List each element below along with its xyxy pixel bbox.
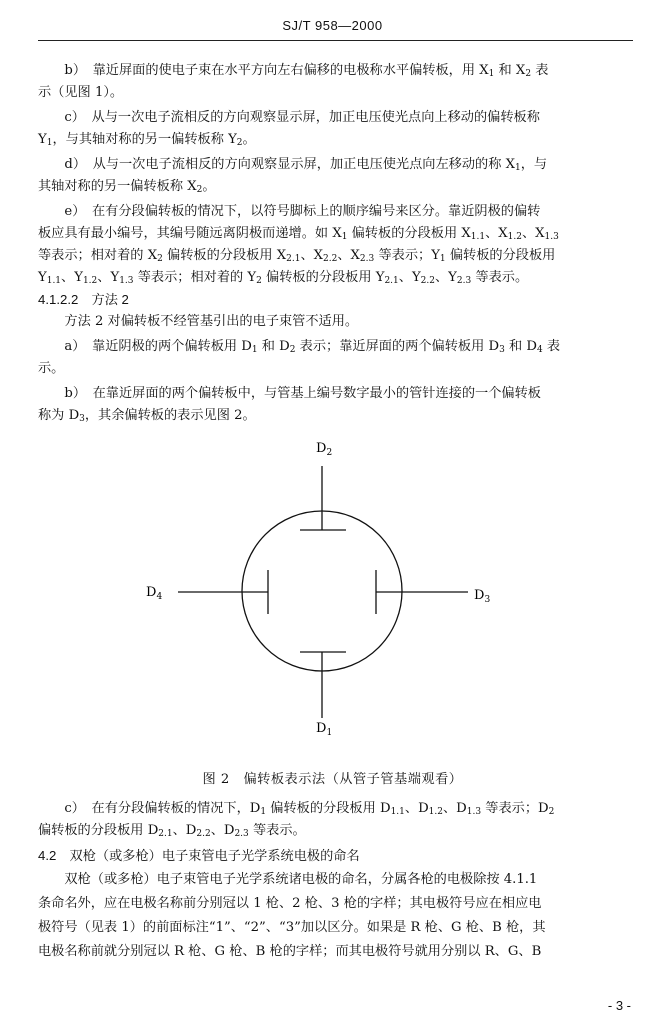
para-b-line1: b） 靠近屏面的使电子束在水平方向左右偏移的电极称水平偏转板，用 $X_1$ 和 $X_2$ 表 — [64, 63, 549, 79]
para-c-line1: c） 从与一次电子流相反的方向观察显示屏，加正电压使光点向上移动的偏转板称 — [64, 110, 540, 125]
label-d4: $D_4$ — [146, 585, 163, 602]
para-d-line2: 其轴对称的另一偏转板称 $X_2$。 — [38, 179, 216, 195]
figure-2-caption: 图 2 偏转板表示法（从管子管基端观看） — [202, 772, 463, 787]
para-c2-line1: c） 在有分段偏转板的情况下，$D_1$ 偏转板的分段板用 $D_{1.1}$、$D_{1.2}$、$D_{1.3}$ 等表示；$D_2$ — [64, 801, 555, 817]
para-e-line3: 等表示；相对着的 $X_2$ 偏转板的分段板用 $X_{2.1}$、$X_{2.2}$、$X_{2.3}$ 等表示；$Y_1$ 偏转板的分段板用 — [38, 248, 556, 264]
para-e-line2: 板应具有最小编号，其编号随远离阴极而递增。如 $X_1$ 偏转板的分段板用 $X_{1.1}$、$X_{1.2}$、$X_{1.3}$ — [38, 226, 559, 242]
para-b2-line2: 称为 $D_3$，其余偏转板的表示见图 2。 — [38, 408, 256, 424]
para-4-2-line2: 条命名外，应在电极名称前分别冠以 1 枪、2 枪、3 枪的字样；其电极符号应在相应电 — [38, 896, 542, 911]
label-d1: $D_1$ — [316, 721, 333, 738]
figure-2-deflection-plates — [38, 428, 638, 758]
para-b2-line1: b） 在靠近屏面的两个偏转板中，与管基上编号数字最小的管针连接的一个偏转板 — [64, 386, 541, 401]
section-4-2-heading: 4.2 双枪（或多枪）电子束管电子光学系统电极的命名 — [38, 848, 360, 863]
para-method2: 方法 2 对偏转板不经管基引出的电子束管不适用。 — [64, 314, 359, 329]
label-d3: $D_3$ — [474, 588, 491, 605]
para-d-line1: d） 从与一次电子流相反的方向观察显示屏，加正电压使光点向左移动的称 $X_1$，与 — [64, 157, 548, 173]
label-d2: $D_2$ — [316, 441, 333, 458]
para-4-2-line4: 电极名称前就分别冠以 R 枪、G 枪、B 枪的字样；而其电极符号就用分别以 R、G、B — [38, 944, 542, 959]
para-e-line1: e） 在有分段偏转板的情况下，以符号脚标上的顺序编号来区分。靠近阴极的偏转 — [64, 204, 541, 219]
para-e-line4: $Y_{1.1}$、$Y_{1.2}$、$Y_{1.3}$ 等表示；相对着的 $Y_2$ 偏转板的分段板用 $Y_{2.1}$、$Y_{2.2}$、$Y_{2.3}$ 等表示。 — [38, 270, 529, 286]
para-4-2-line1: 双枪（或多枪）电子束管电子光学系统诸电极的命名，分属各枪的电极除按 4.1.1 — [64, 872, 538, 887]
document-header: SJ/T 958—2000 — [282, 18, 383, 33]
para-a2-line2: 示。 — [38, 361, 65, 376]
para-c-line2: $Y_1$，与其轴对称的另一偏转板称 $Y_2$。 — [38, 132, 256, 148]
header-rule — [38, 40, 633, 41]
para-c2-line2: 偏转板的分段板用 $D_{2.1}$、$D_{2.2}$、$D_{2.3}$ 等表示。 — [38, 823, 306, 839]
para-b-line2: 示（见图 1）。 — [38, 85, 124, 100]
para-4-2-line3: 极符号（见表 1）的前面标注“1”、“2”、“3”加以区分。如果是 R 枪、G 枪、B 枪，其 — [38, 920, 546, 935]
section-4-1-2-2-heading: 4.1.2.2 方法 2 — [38, 292, 129, 307]
para-a2-line1: a） 靠近阴极的两个偏转板用 $D_1$ 和 $D_2$ 表示；靠近屏面的两个偏转板用 $D_3$ 和 $D_4$ 表 — [64, 339, 561, 355]
tube-circle — [242, 511, 402, 671]
page-number: - 3 - — [607, 998, 631, 1013]
